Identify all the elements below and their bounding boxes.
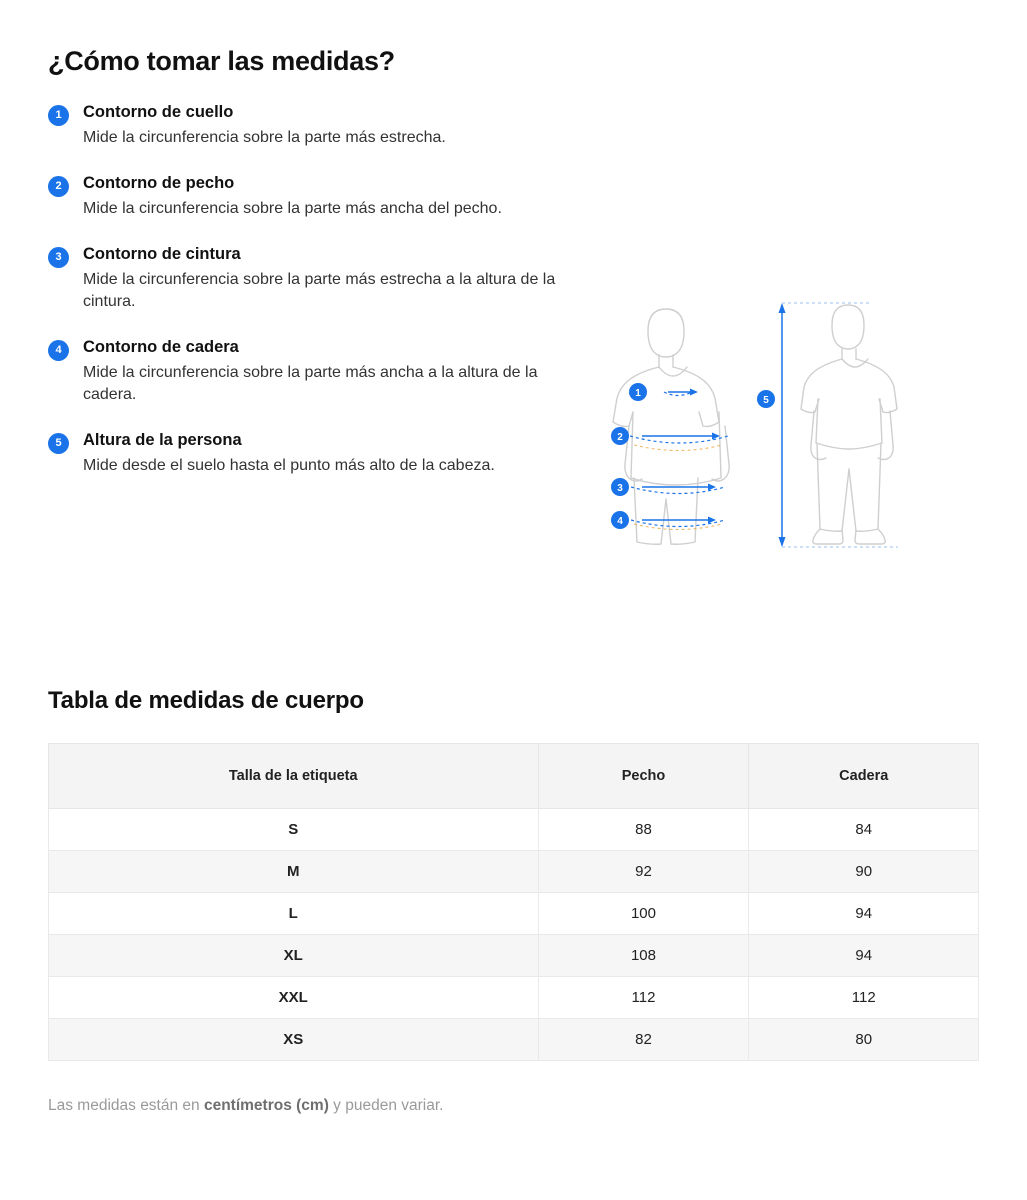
- svg-text:1: 1: [635, 388, 641, 399]
- cell-hip: 90: [749, 851, 979, 893]
- cell-size: XL: [49, 935, 539, 977]
- table-row: [49, 935, 979, 977]
- cell-chest: 112: [538, 977, 749, 1019]
- cell-hip: 80: [749, 1019, 979, 1061]
- measurement-step: [48, 174, 608, 220]
- step-title: Contorno de cintura: [83, 245, 241, 263]
- column-header-chest: Pecho: [538, 744, 749, 809]
- figure-marker-3: [611, 478, 629, 496]
- step-badge-5: 5: [48, 433, 69, 454]
- cell-size: M: [49, 851, 539, 893]
- cell-chest: 92: [538, 851, 749, 893]
- step-badge-4: 4: [48, 340, 69, 361]
- body-measurement-illustration: [608, 273, 979, 633]
- measurement-step: [48, 103, 608, 149]
- svg-text:5: 5: [763, 395, 769, 406]
- step-badge-2: 2: [48, 176, 69, 197]
- figure-marker-5: [757, 390, 775, 408]
- page-title: ¿Cómo tomar las medidas?: [48, 46, 395, 76]
- cell-hip: 94: [749, 935, 979, 977]
- cell-hip: 94: [749, 893, 979, 935]
- cell-size: S: [49, 809, 539, 851]
- figure-marker-2: [611, 427, 629, 445]
- cell-chest: 100: [538, 893, 749, 935]
- measurement-step: [48, 338, 608, 406]
- step-badge-1: 1: [48, 105, 69, 126]
- step-text: [83, 174, 502, 220]
- measurement-step: [48, 245, 608, 313]
- svg-text:3: 3: [617, 483, 623, 494]
- svg-text:4: 4: [617, 516, 623, 527]
- step-description: Mide la circunferencia sobre la parte más estrecha.: [83, 129, 446, 146]
- step-text: [83, 431, 495, 477]
- footnote: [48, 1097, 979, 1115]
- body-figure-svg: [608, 273, 948, 633]
- cell-chest: 82: [538, 1019, 749, 1061]
- step-text: [83, 338, 563, 406]
- body-measurements-table: [48, 743, 979, 1061]
- cell-chest: 108: [538, 935, 749, 977]
- table-row: [49, 1019, 979, 1061]
- table-header-row: [49, 744, 979, 809]
- step-description: Mide la circunferencia sobre la parte más ancha a la altura de la cadera.: [83, 364, 538, 403]
- step-text: [83, 245, 563, 313]
- svg-text:2: 2: [617, 432, 623, 443]
- step-description: Mide desde el suelo hasta el punto más alto de la cabeza.: [83, 457, 495, 474]
- table-row: [49, 809, 979, 851]
- footnote-suffix: y pueden variar.: [328, 1097, 444, 1114]
- cell-size: XXL: [49, 977, 539, 1019]
- cell-chest: 88: [538, 809, 749, 851]
- column-header-size: Talla de la etiqueta: [49, 744, 539, 809]
- step-title: Contorno de pecho: [83, 174, 235, 192]
- figure-marker-1: [629, 383, 647, 401]
- table-row: [49, 851, 979, 893]
- measurement-step: [48, 431, 608, 477]
- step-badge-3: 3: [48, 247, 69, 268]
- figure-marker-4: [611, 511, 629, 529]
- table-row: [49, 893, 979, 935]
- footnote-unit: centímetros (cm): [203, 1097, 329, 1114]
- cell-size: L: [49, 893, 539, 935]
- footnote-prefix: Las medidas están en: [48, 1097, 204, 1114]
- cell-hip: 84: [749, 809, 979, 851]
- measurement-guide: [48, 103, 979, 633]
- step-title: Altura de la persona: [83, 431, 242, 449]
- step-description: Mide la circunferencia sobre la parte más estrecha a la altura de la cintura.: [83, 271, 556, 310]
- table-title: Tabla de medidas de cuerpo: [48, 687, 364, 714]
- column-header-hip: Cadera: [749, 744, 979, 809]
- step-title: Contorno de cuello: [83, 103, 234, 121]
- step-description: Mide la circunferencia sobre la parte más ancha del pecho.: [83, 200, 502, 217]
- step-title: Contorno de cadera: [83, 338, 239, 356]
- cell-size: XS: [49, 1019, 539, 1061]
- cell-hip: 112: [749, 977, 979, 1019]
- table-row: [49, 977, 979, 1019]
- step-text: [83, 103, 446, 149]
- measurement-steps-list: [48, 103, 608, 477]
